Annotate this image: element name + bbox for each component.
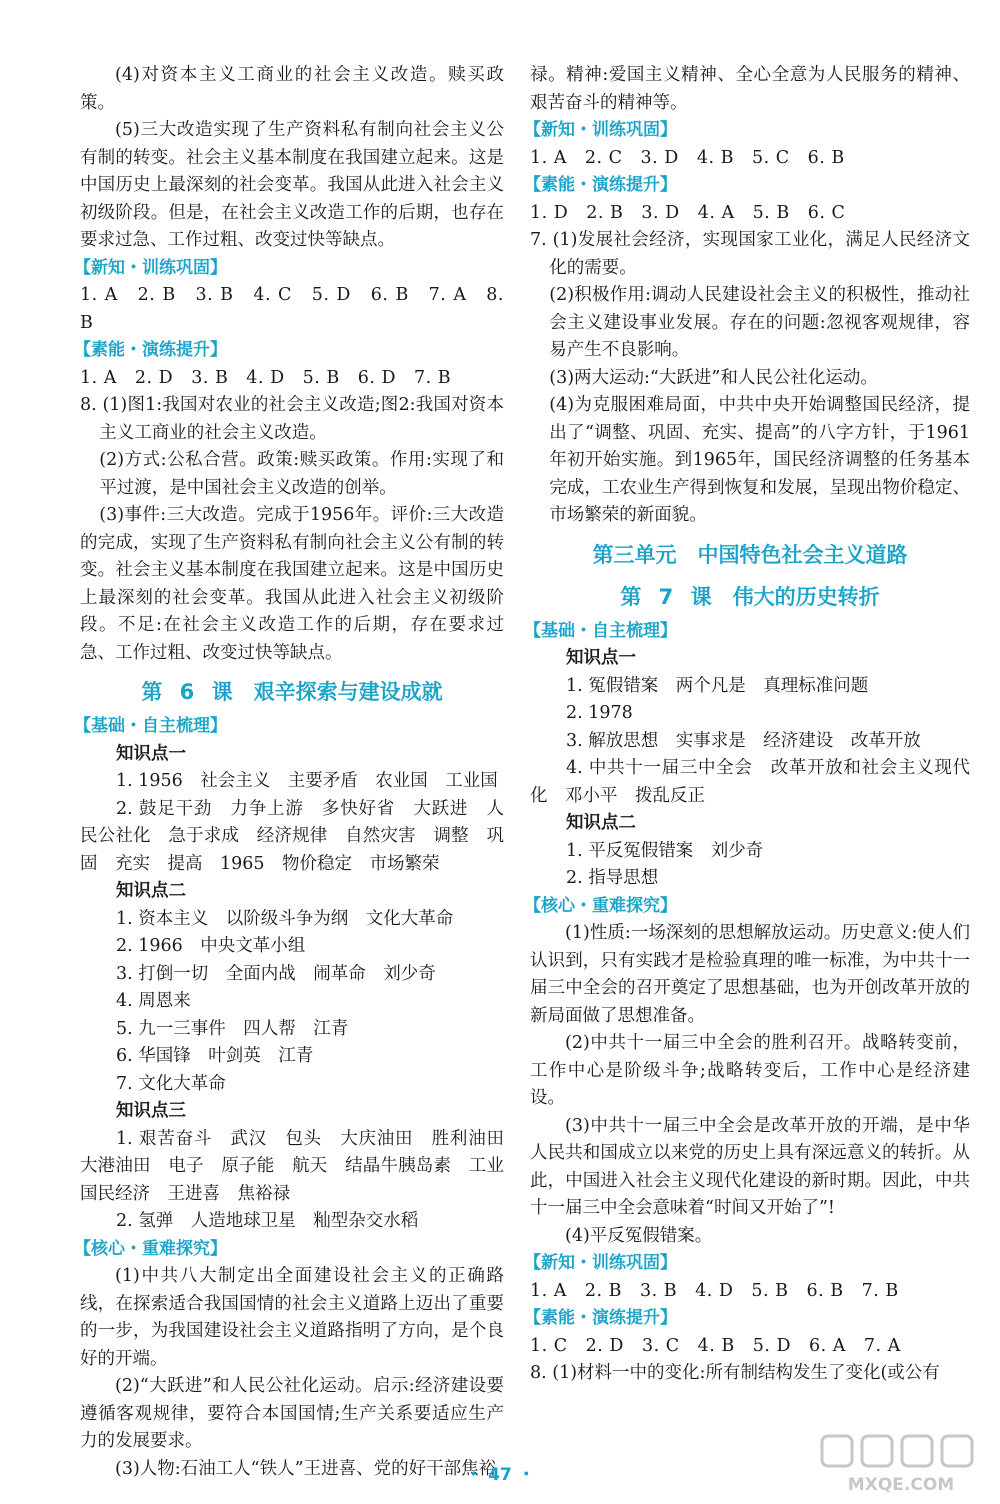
section-tag: 【新知・训练巩固】 (524, 1253, 677, 1273)
knowledge-point-title: 知识点二 (116, 881, 186, 901)
answer-paragraph: 禄。精神:爱国主义精神、全心全意为人民服务的精神、艰苦奋斗的精神等。 (530, 65, 970, 113)
knowledge-item: 2. 氢弹 人造地球卫星 籼型杂交水稻 (116, 1211, 419, 1231)
knowledge-item: 2. 鼓足干劲 力争上游 多快好省 大跃进 人民公社化 急于求成 经济规律 自然灾害 调整 巩固 充实 提高 1965 物价稳定 市场繁荣 (80, 798, 504, 874)
knowledge-item: 1. 平反冤假错案 刘少奇 (566, 840, 764, 861)
knowledge-item: 7. 文化大革命 (116, 1073, 226, 1094)
knowledge-point-title: 知识点三 (116, 1101, 186, 1121)
answer-paragraph: (3)两大运动:“大跃进”和人民公社化运动。 (549, 367, 878, 388)
answer-paragraph: (3)人物:石油工人“铁人”王进喜、党的好干部焦裕 (115, 1458, 497, 1479)
answer-paragraph: (3)中共十一届三中全会是改革开放的开端，是中华人民共和国成立以来党的历史上具有深远意义的转折。从此，中国进入社会主义现代化建设的新时期。因此，中共十一届三中全会意味着“时间又开始了”! (530, 1115, 970, 1218)
watermark-logo (816, 1432, 986, 1498)
answer-paragraph: (4)平反冤假错案。 (565, 1225, 713, 1246)
section-tag: 【素能・演练提升】 (524, 1308, 677, 1328)
knowledge-item: 1. 1956 社会主义 主要矛盾 农业国 工业国 (116, 771, 498, 791)
answer-paragraph: (4)为克服困难局面，中共中央开始调整国民经济，提出了“调整、巩固、充实、提高”的八字方针，于1961年初开始实施。到1965年，国民经济调整的任务基本完成，工农业生产得到恢复和发展，呈现出物价稳定、市场繁荣的新面貌。 (549, 395, 970, 525)
section-tag: 【新知・训练巩固】 (74, 257, 227, 278)
answer-paragraph: (4)对资本主义工商业的社会主义改造。赎买政策。 (80, 65, 504, 113)
knowledge-item: 2. 指导思想 (566, 868, 659, 888)
answer-paragraph: 8. (1)材料一中的变化:所有制结构发生了变化(或公有 (530, 1363, 940, 1383)
answer-key-line: 1. D 2. B 3. D 4. A 5. B 6. C (530, 202, 846, 223)
answer-key-line: 1. A 2. D 3. B 4. D 5. B 6. D 7. B (80, 367, 452, 388)
answer-key-line: 1. A 2. B 3. B 4. D 5. B 6. B 7. B (530, 1280, 899, 1301)
knowledge-point-title: 知识点二 (566, 813, 636, 833)
knowledge-item: 3. 打倒一切 全面内战 闹革命 刘少奇 (116, 963, 436, 984)
answer-paragraph: 7. (1)发展社会经济，实现国家工业化，满足人民经济文化的需要。 (530, 230, 970, 278)
knowledge-item: 1. 冤假错案 两个凡是 真理标准问题 (566, 675, 869, 696)
knowledge-point-title: 知识点一 (116, 743, 186, 764)
answer-paragraph: 8. (1)图1:我国对农业的社会主义改造;图2:我国对资本主义工商业的社会主义改造。 (80, 395, 504, 443)
lesson-heading: 第 7 课 伟大的历史转折 (620, 584, 880, 609)
knowledge-item: 6. 华国锋 叶剑英 江青 (116, 1046, 314, 1066)
section-tag: 【基础・自主梳理】 (74, 716, 227, 736)
knowledge-item: 1. 资本主义 以阶级斗争为纲 文化大革命 (116, 908, 454, 929)
answer-paragraph: (1)中共八大制定出全面建设社会主义的正确路线，在探索适合我国国情的社会主义道路上迈出了重要的一步，为我国建设社会主义道路指明了方向，是个良好的开端。 (80, 1266, 504, 1369)
knowledge-item: 4. 中共十一届三中全会 改革开放和社会主义现代化 邓小平 拨乱反正 (530, 758, 970, 806)
right-column (524, 62, 970, 1388)
knowledge-item: 4. 周恩来 (116, 991, 191, 1011)
section-tag: 【核心・重难探究】 (524, 895, 677, 916)
section-tag: 【新知・训练巩固】 (524, 120, 677, 140)
answer-key-line: 1. C 2. D 3. C 4. B 5. D 6. A 7. A (530, 1335, 901, 1356)
lesson-heading: 第 6 课 艰辛探索与建设成就 (141, 680, 443, 704)
unit-heading: 第三单元 中国特色社会主义道路 (592, 542, 908, 567)
knowledge-item: 5. 九一三事件 四人帮 江青 (116, 1018, 349, 1039)
answer-paragraph: (2)中共十一届三中全会的胜利召开。战略转变前，工作中心是阶级斗争;战略转变后，工作中心是经济建设。 (530, 1033, 970, 1108)
knowledge-item: 2. 1978 (566, 703, 633, 723)
answer-key-line: 1. A 2. B 3. B 4. C 5. D 6. B 7. A 8. B (80, 285, 504, 333)
answer-paragraph: (2)“大跃进”和人民公社化运动。启示:经济建设要遵循客观规律，要符合本国国情;生产关系要适应生产力的发展要求。 (80, 1376, 504, 1451)
section-tag: 【素能・演练提升】 (74, 340, 227, 360)
knowledge-item: 1. 艰苦奋斗 武汉 包头 大庆油田 胜利油田 大港油田 电子 原子能 航天 结晶牛胰岛素 工业 国民经济 王进喜 焦裕禄 (80, 1128, 522, 1204)
answer-paragraph: (3)事件:三大改造。完成于1956年。评价:三大改造的完成，实现了生产资料私有制向社会主义公有制的转变。社会主义基本制度在我国建立起来。这是中国历史上最深刻的社会变革。我国从此进入社会主义初级阶段。不足:在社会主义改造工作的后期，存在要求过急、工作过粗、改变过快等缺点。 (80, 505, 504, 663)
answer-key-line: 1. A 2. C 3. D 4. B 5. C 6. B (530, 147, 845, 168)
section-tag: 【核心・重难探究】 (74, 1238, 227, 1259)
page-number: ・ 47 ・ (465, 1465, 535, 1485)
answer-paragraph: (1)性质:一场深刻的思想解放运动。历史意义:使人们认识到，只有实践才是检验真理的唯一标准，为中共十一届三中全会的召开奠定了思想基础，也为开创改革开放的新局面做了思想准备。 (530, 923, 970, 1026)
left-column (74, 62, 522, 1483)
answer-paragraph: (2)积极作用:调动人民建设社会主义的积极性，推动社会主义建设事业发展。存在的问题:忽视客观规律，容易产生不良影响。 (549, 285, 970, 360)
knowledge-item: 2. 1966 中央文革小组 (116, 936, 306, 956)
section-tag: 【基础・自主梳理】 (524, 620, 677, 641)
answer-paragraph: (5)三大改造实现了生产资料私有制向社会主义公有制的转变。社会主义基本制度在我国建立起来。这是中国历史上最深刻的社会变革。我国从此进入社会主义初级阶段。但是，在社会主义改造工作的后期，也存在要求过急、工作过粗、改变过快等缺点。 (80, 120, 504, 250)
svg-text:MXQE.COM: MXQE.COM (847, 1475, 955, 1495)
section-tag: 【素能・演练提升】 (524, 175, 677, 195)
answer-paragraph: (2)方式:公私合营。政策:赎买政策。作用:实现了和平过渡，是中国社会主义改造的创举。 (99, 450, 504, 498)
knowledge-item: 3. 解放思想 实事求是 经济建设 改革开放 (566, 730, 921, 751)
knowledge-point-title: 知识点一 (566, 648, 636, 668)
